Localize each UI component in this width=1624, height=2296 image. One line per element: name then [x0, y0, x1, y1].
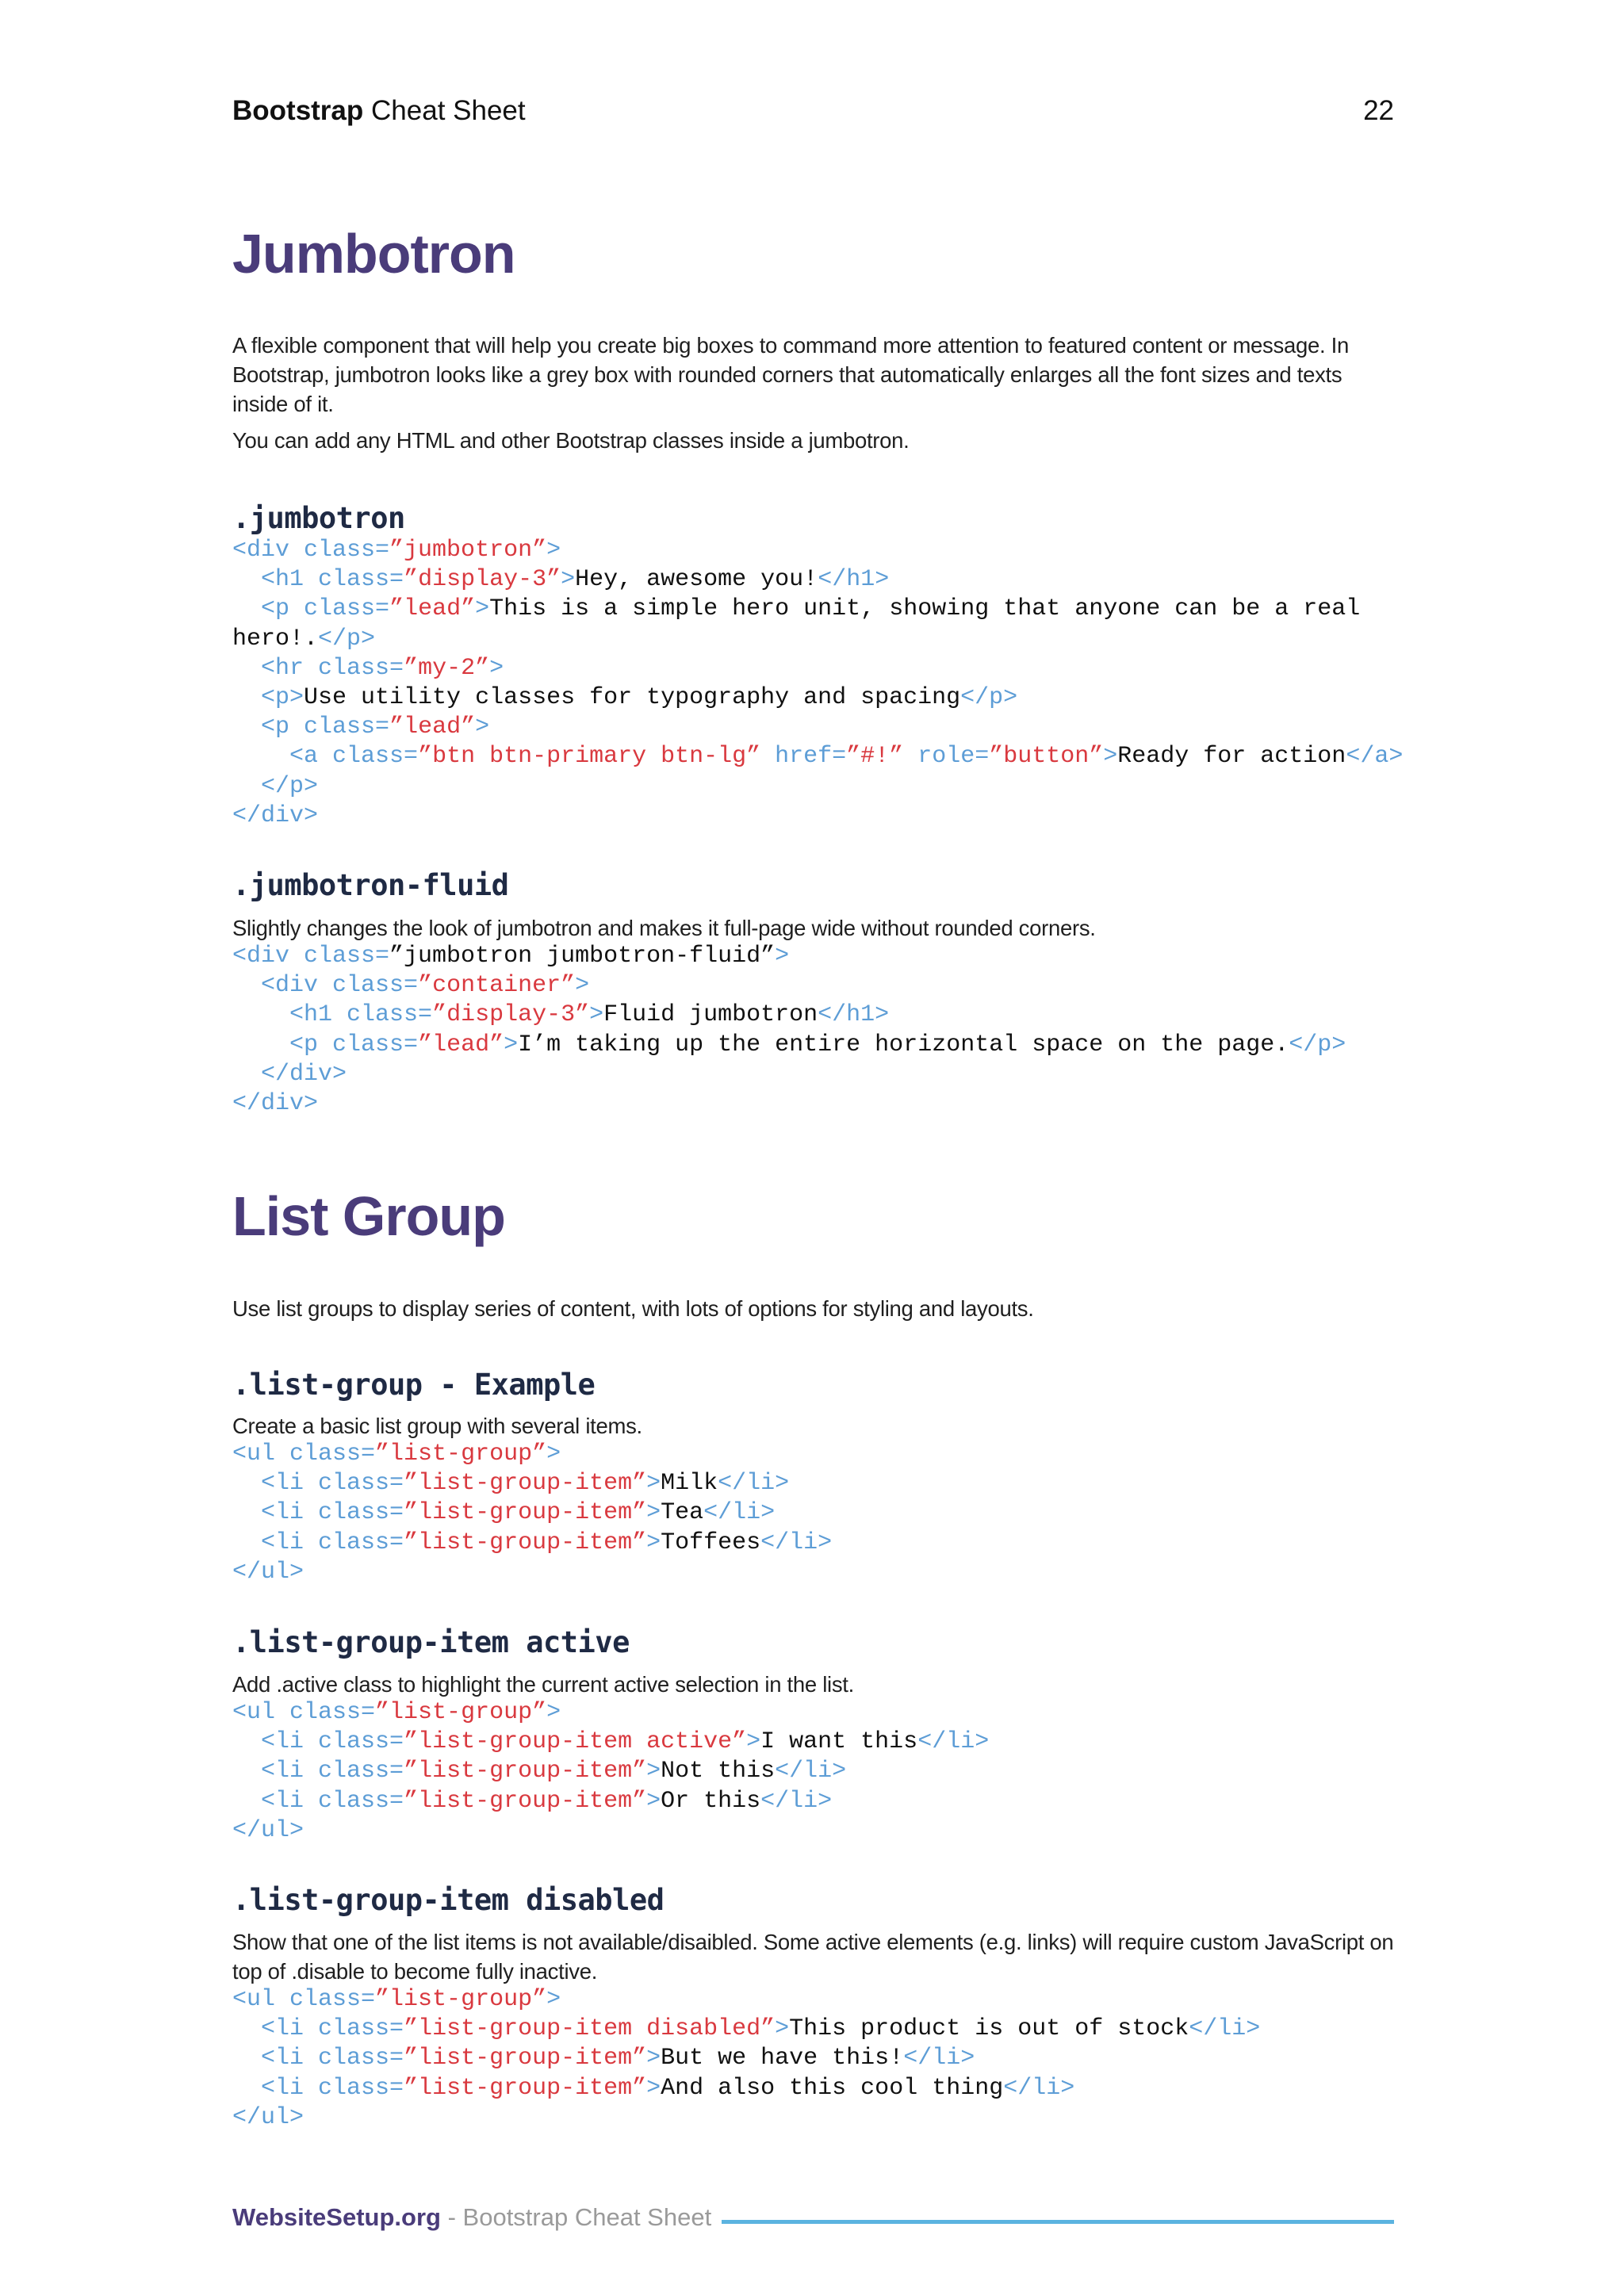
code-text: Tea: [661, 1499, 704, 1527]
code-attr: class=: [318, 1787, 404, 1815]
code-text: I’m taking up the entire horizontal space on the page.: [518, 1031, 1289, 1058]
code-line: [232, 743, 1403, 770]
code-tag: <a: [289, 743, 333, 771]
code-attr: class=: [332, 743, 419, 771]
code-tag: </ul>: [232, 1816, 304, 1844]
code-tag: </div>: [232, 1090, 319, 1118]
code-line: [232, 1441, 561, 1468]
code-line: [232, 2104, 304, 2131]
code-tag: >: [561, 566, 576, 594]
code-tag: </li>: [760, 1787, 833, 1815]
page-footer: [232, 2200, 1394, 2235]
code-text: [232, 1061, 261, 1088]
code-tag: </li>: [703, 1499, 776, 1527]
code-tag: </li>: [903, 2045, 975, 2072]
jumbotron-fluid-desc: Slightly changes the look of jumbotron and makes it full-page wide without rounded corners.: [232, 916, 1096, 940]
code-attr: class=: [289, 1699, 376, 1726]
code-text: Toffees: [661, 1529, 761, 1556]
code-tag: <li: [261, 1728, 319, 1756]
code-text: [232, 1758, 261, 1785]
code-tag: <p>: [261, 684, 304, 712]
code-text: [232, 714, 261, 740]
code-line: [232, 1470, 789, 1497]
code-line: [232, 1699, 561, 1726]
code-value: ”display-3”: [404, 566, 561, 594]
code-text: [232, 1470, 261, 1497]
code-heading-list-group-active: .list-group-item active: [232, 1625, 630, 1659]
list-group-active-desc: Add .active class to highlight the current active selection in the list.: [232, 1672, 854, 1697]
code-tag: >: [475, 714, 490, 741]
code-attr: role=: [917, 743, 990, 771]
code-tag: </li>: [760, 1529, 833, 1556]
code-line: [232, 714, 489, 740]
code-block-list-group-disabled: [232, 1985, 1394, 2133]
code-text: Hey, awesome you!: [575, 566, 818, 594]
code-value: ”lead”: [389, 595, 476, 623]
code-attr: class=: [332, 972, 419, 1000]
code-value: ”my-2”: [404, 654, 490, 682]
code-text: [232, 1728, 261, 1755]
code-heading-list-group-disabled: .list-group-item disabled: [232, 1883, 665, 1917]
code-text: ”jumbotron jumbotron-fluid”: [389, 943, 776, 970]
code-attr: class=: [304, 943, 390, 970]
code-tag: <div: [261, 972, 333, 1000]
code-text: This product is out of stock: [789, 2015, 1189, 2043]
code-tag: </div>: [261, 1060, 347, 1088]
code-attr: class=: [318, 1529, 404, 1556]
code-tag: </ul>: [232, 1558, 304, 1586]
code-line: [232, 1559, 304, 1586]
code-attr: href=: [775, 743, 847, 771]
code-tag: >: [546, 1699, 561, 1726]
code-line: [232, 1758, 846, 1785]
code-value: ”list-group-item”: [404, 2074, 647, 2102]
code-tag: <h1: [261, 566, 319, 594]
code-attr: class=: [347, 1001, 433, 1029]
code-tag: <h1: [289, 1001, 347, 1029]
code-value: ”list-group-item”: [404, 1787, 647, 1815]
code-text: [232, 1529, 261, 1556]
code-value: ”list-group-item disabled”: [404, 2015, 776, 2043]
jumbotron-intro-2: You can add any HTML and other Bootstrap classes inside a jumbotron.: [232, 428, 910, 453]
code-text: [232, 1031, 289, 1058]
code-tag: >: [475, 595, 490, 623]
code-value: ”list-group”: [375, 1699, 547, 1726]
code-line: [232, 1788, 832, 1815]
code-line: [232, 1529, 832, 1556]
code-line: [232, 1061, 347, 1088]
code-tag: <p: [261, 595, 304, 623]
code-tag: <li: [261, 1758, 319, 1785]
code-tag: </p>: [1289, 1031, 1346, 1058]
code-tag: >: [646, 1499, 661, 1527]
code-tag: </h1>: [818, 566, 890, 594]
code-tag: </li>: [1003, 2074, 1075, 2102]
code-tag: </h1>: [818, 1001, 890, 1029]
code-attr: class=: [318, 1470, 404, 1498]
code-attr: class=: [318, 2015, 404, 2043]
code-value: ”list-group-item”: [404, 1470, 647, 1498]
code-line: [232, 943, 789, 970]
code-tag: <li: [261, 1470, 319, 1498]
code-value: ”list-group”: [375, 1441, 547, 1468]
code-tag: <ul: [232, 1441, 290, 1468]
code-tag: <ul: [232, 1699, 290, 1726]
code-line: [232, 802, 318, 829]
code-value: ”lead”: [389, 714, 476, 741]
code-text: Use utility classes for typography and spacing: [304, 684, 961, 712]
code-line: [232, 1986, 561, 2013]
code-line: [232, 537, 561, 564]
code-tag: <li: [261, 2045, 319, 2072]
code-text: [232, 1001, 289, 1028]
code-value: ”list-group-item”: [404, 2045, 647, 2072]
code-attr: class=: [318, 2074, 404, 2102]
header-title: Cheat Sheet: [371, 95, 526, 126]
footer-doc-title: Bootstrap Cheat Sheet: [462, 2203, 712, 2231]
code-tag: >: [575, 972, 590, 1000]
code-attr: class=: [318, 1758, 404, 1785]
code-value: ”list-group-item”: [404, 1499, 647, 1527]
code-line: [232, 1031, 1346, 1058]
code-tag: </li>: [718, 1470, 790, 1498]
code-attr: class=: [304, 537, 390, 564]
code-block-jumbotron: [232, 536, 1404, 831]
code-value: ”list-group”: [375, 1986, 547, 2013]
code-attr: class=: [318, 1728, 404, 1756]
code-block-list-group-active: [232, 1698, 1394, 1846]
code-text: Fluid jumbotron: [603, 1001, 818, 1029]
code-tag: >: [646, 1529, 661, 1556]
footer-rule: [722, 2220, 1394, 2224]
code-block-jumbotron-fluid: [232, 942, 1394, 1119]
code-value: ”list-group-item active”: [404, 1728, 747, 1756]
code-text: [232, 1499, 261, 1526]
code-attr: class=: [318, 1499, 404, 1527]
code-line: [232, 1090, 318, 1117]
code-line: [232, 566, 889, 593]
code-tag: </li>: [917, 1728, 990, 1756]
code-line: [232, 2045, 975, 2072]
code-value: ”#!”: [846, 743, 904, 771]
code-text: [232, 743, 289, 770]
code-line: [232, 773, 318, 800]
code-tag: >: [646, 2074, 661, 2102]
code-tag: </div>: [232, 802, 319, 829]
code-tag: >: [646, 1470, 661, 1498]
code-tag: >: [504, 1031, 519, 1058]
code-tag: </li>: [775, 1758, 847, 1785]
code-value: ”display-3”: [432, 1001, 590, 1029]
code-line: [232, 2075, 1074, 2102]
code-text: Not this: [661, 1758, 776, 1785]
section-title-jumbotron: Jumbotron: [232, 223, 515, 285]
code-text: [903, 743, 917, 770]
code-text: [232, 773, 261, 800]
code-line: [232, 655, 504, 682]
code-tag: </ul>: [232, 2103, 304, 2131]
code-tag: <li: [261, 1499, 319, 1527]
code-text: [232, 655, 261, 682]
code-line: [232, 972, 589, 999]
code-tag: </p>: [318, 625, 376, 652]
code-tag: <p: [289, 1031, 333, 1058]
code-text: But we have this!: [661, 2045, 904, 2072]
code-tag: >: [646, 1758, 661, 1785]
code-text: Or this: [661, 1787, 761, 1815]
code-heading-list-group-example: .list-group - Example: [232, 1368, 596, 1402]
code-attr: class=: [318, 2045, 404, 2072]
code-tag: <div: [232, 943, 304, 970]
code-value: ”lead”: [418, 1031, 504, 1058]
code-tag: <ul: [232, 1986, 290, 2013]
code-tag: >: [589, 1001, 604, 1029]
code-line: [232, 1499, 775, 1526]
code-line: [232, 2015, 1260, 2042]
code-value: ”button”: [989, 743, 1104, 771]
code-tag: </p>: [261, 772, 319, 800]
code-tag: <p: [261, 714, 304, 741]
code-tag: <div: [232, 537, 304, 564]
code-tag: <li: [261, 1529, 319, 1556]
code-tag: >: [546, 537, 561, 564]
code-block-list-group-example: [232, 1440, 1394, 1587]
code-tag: >: [646, 1787, 661, 1815]
code-attr: class=: [304, 714, 390, 741]
code-text: [232, 684, 261, 711]
code-text: [232, 2045, 261, 2072]
code-value: ”container”: [418, 972, 576, 1000]
code-tag: >: [489, 654, 504, 682]
jumbotron-intro: A flexible component that will help you create big boxes to command more attention to featured content or message. In Bootstrap, jumbotron looks like a grey box with rounded corners that automatically enlarges all the font sizes and texts inside of it.: [232, 333, 1349, 416]
page-header: [232, 94, 1394, 128]
code-heading-jumbotron: .jumbotron: [232, 501, 405, 535]
code-text: This is a simple hero unit, showing that anyone can be a real: [489, 595, 1361, 623]
code-tag: >: [775, 2015, 790, 2043]
code-tag: <li: [261, 1787, 319, 1815]
code-attr: class=: [332, 1031, 419, 1058]
code-value: ”jumbotron”: [389, 537, 547, 564]
code-text: Milk: [661, 1470, 718, 1498]
section-title-list-group: List Group: [232, 1185, 505, 1247]
code-text: [232, 2015, 261, 2042]
document-page: [232, 0, 1404, 2296]
code-attr: class=: [304, 595, 390, 623]
footer-site-name: WebsiteSetup.org: [232, 2203, 441, 2231]
list-group-disabled-desc: Show that one of the list items is not available/disaibled. Some active elements (e.g. links) will require custom JavaScript on top of .disable to become fully inactive.: [232, 1930, 1394, 1984]
code-line: [232, 595, 1360, 622]
code-attr: class=: [318, 654, 404, 682]
code-text: I want this: [760, 1728, 918, 1756]
code-line: [232, 684, 1017, 711]
code-text: [232, 566, 261, 593]
code-text: hero!.: [232, 625, 319, 652]
code-text: And also this cool thing: [661, 2074, 1004, 2102]
code-tag: >: [746, 1728, 761, 1756]
code-text: [232, 1788, 261, 1815]
footer-separator: -: [440, 2203, 463, 2231]
list-group-example-desc: Create a basic list group with several items.: [232, 1414, 642, 1438]
code-attr: class=: [289, 1441, 376, 1468]
code-tag: >: [1103, 743, 1118, 771]
code-line: [232, 1817, 304, 1844]
code-tag: <li: [261, 2074, 319, 2102]
header-brand: Bootstrap: [232, 95, 364, 126]
code-line: [232, 1001, 889, 1028]
code-tag: >: [546, 1986, 561, 2013]
code-tag: >: [546, 1441, 561, 1468]
code-text: [760, 743, 775, 770]
code-tag: </p>: [960, 684, 1018, 712]
list-group-intro: Use list groups to display series of content, with lots of options for styling and layouts.: [232, 1296, 1034, 1321]
code-text: [232, 595, 261, 622]
code-line: [232, 1728, 989, 1755]
code-tag: >: [646, 2045, 661, 2072]
code-value: ”list-group-item”: [404, 1758, 647, 1785]
code-attr: class=: [318, 566, 404, 594]
page-number: 22: [1363, 95, 1394, 126]
code-text: [232, 2075, 261, 2102]
code-attr: class=: [289, 1986, 376, 2013]
code-value: ”btn btn-primary btn-lg”: [418, 743, 761, 771]
code-tag: </li>: [1189, 2015, 1261, 2043]
code-heading-jumbotron-fluid: .jumbotron-fluid: [232, 868, 509, 902]
code-tag: >: [775, 943, 790, 970]
code-value: ”list-group-item”: [404, 1529, 647, 1556]
code-tag: <hr: [261, 654, 319, 682]
code-line: [232, 626, 375, 652]
code-text: [232, 972, 261, 999]
code-tag: <li: [261, 2015, 319, 2043]
code-text: Ready for action: [1117, 743, 1346, 771]
code-tag: </a>: [1346, 743, 1404, 771]
